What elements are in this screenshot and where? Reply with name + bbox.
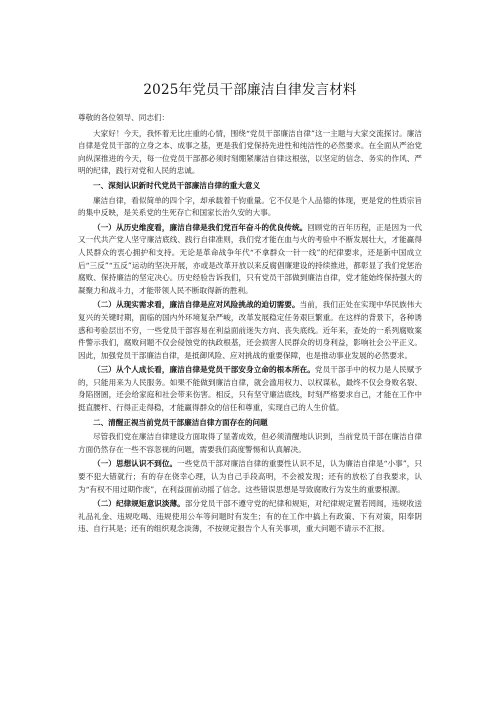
section-2-point-1 [78,458,422,496]
point-text: 部分党员干部不遵守党的纪律和规矩，对纪律规定置若罔闻，违规收送礼品礼金、违规吃喝、违规使用公车等问题时有发生；有的在工作中搞上有政策、下有对策，阳奉阴违、自行其是；还有的组织观念淡薄，不按规定报告个人有关事项，重大问题不请示不汇报。 [78,499,423,534]
point-text: 回顾党的百年历程，正是因为一代又一代共产党人坚守廉洁底线、践行自律准则，我们党才能在血与火的考验中不断发展壮大，才能赢得人民群众的衷心拥护和支持。无论是革命战争年代“不拿群众一针一线”的纪律要求，还是新中国成立后“三反”“五反”运动的坚决开展，亦或是改革开放以来反腐倡廉建设的持续推进，都彰显了我们党惩治腐败、保持廉洁的坚定决心。历史经验告诉我们，只有党员干部做到廉洁自律，党才能始终保持强大的凝聚力和战斗力，才能带领人民不断取得新的胜利。 [78,222,423,295]
point-lead: （二）从现实需求看，廉洁自律是应对风险挑战的迫切需要。 [93,300,300,310]
point-lead: （一）从历史维度看，廉洁自律是我们党百年奋斗的优良传统。 [93,222,308,232]
point-lead: （二）纪律规矩意识淡薄。 [93,499,185,509]
point-text: 当前，我们正处在实现中华民族伟大复兴的关键时期，面临的国内外环境复杂严峻，改革发展稳定任务艰巨繁重。在这样的背景下，各种诱惑和考验层出不穷，一些党员干部容易在利益面前迷失方向、丧失底线。近年来，查处的一系列腐败案件警示我们，腐败问题不仅会侵蚀党的执政根基，还会损害人民群众的切身利益，影响社会公平正义。因此，加强党员干部廉洁自律，是抵御风险、应对挑战的重要保障，也是推动事业发展的必然要求。 [78,300,423,360]
section-1-body: 廉洁自律，看似简单的四个字，却承载着千钧重量。它不仅是个人品德的体现，更是党的性质宗旨的集中反映，是关系党的生死存亡和国家长治久安的大事。 [78,195,422,218]
section-2-body: 尽管我们党在廉洁自律建设方面取得了显著成效，但必须清醒地认识到，当前党员干部在廉洁自律方面仍然存在一些不容忽视的问题，需要我们高度警惕和认真解决。 [78,432,422,454]
section-1-point-3 [78,364,422,414]
point-text: 党员干部手中的权力是人民赋予的，只能用来为人民服务。如果不能做到廉洁自律，就会滥用权力、以权谋私，最终不仅会身败名裂、身陷囹圄，还会给家庭和社会带来伤害。相反，只有坚守廉洁底线，时刻严格要求自己，才能在工作中挺直腰杆、行得正走得稳，才能赢得群众的信任和尊重，实现自己的人生价值。 [78,365,422,413]
section-2-point-2 [78,498,422,536]
point-lead: （一）思想认识不到位。 [93,459,178,469]
point-lead: （三）从个人成长看，廉洁自律是党员干部安身立命的根本所在。 [93,365,315,375]
salutation: 尊敬的各位领导、同志们： [78,113,170,122]
intro-paragraph: 大家好！今天，我怀着无比庄重的心情，围绕“党员干部廉洁自律”这一主题与大家交流探讨。廉洁自律是党员干部的立身之本、成事之基，更是我们党保持先进性和纯洁性的必然要求。在全面从严治党向纵深推进的今天，每一位党员干部都必须时刻绷紧廉洁自律这根弦，以坚定的信念、务实的作风、严明的纪律，践行对党和人民的忠诚。 [78,128,422,176]
section-1-point-2 [78,299,422,362]
section-heading-2: 二、清醒正视当前党员干部廉洁自律方面存在的问题 [93,417,268,427]
document-title: 2025年党员干部廉洁自律发言材料 [143,82,357,98]
point-text: 一些党员干部对廉洁自律的重要性认识不足，认为廉洁自律是“小事”，只要不犯大错就行；有的存在侥幸心理，认为自己手段高明，不会被发现；还有的放松了自我要求，认为“有权不用过期作废”，在利益面前动摇了信念。这些错误思想是导致腐败行为发生的重要根源。 [78,459,423,494]
section-1-point-1 [78,222,422,298]
section-heading-1: 一、深刻认识新时代党员干部廉洁自律的重大意义 [93,180,261,190]
